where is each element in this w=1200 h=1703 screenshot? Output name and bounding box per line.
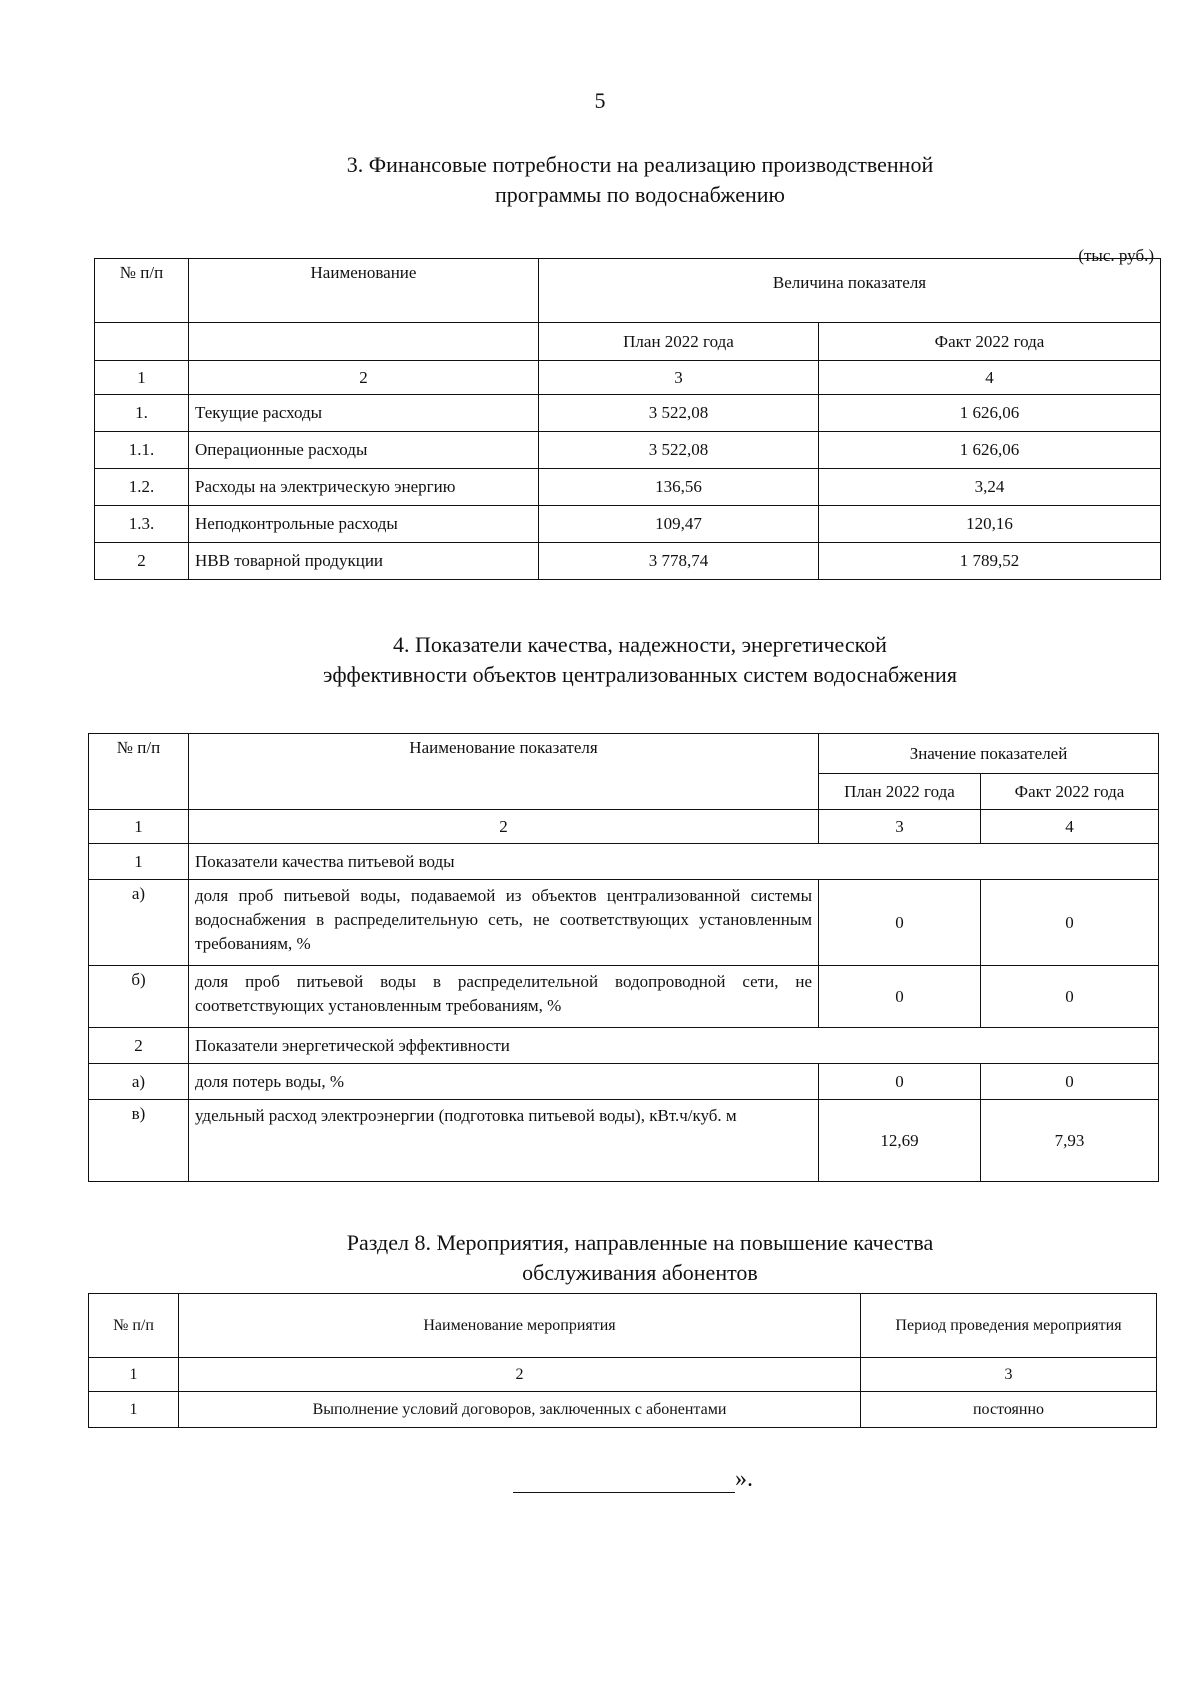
col-number: 3: [819, 810, 981, 844]
header-name: Наименование: [189, 259, 539, 323]
header-fact: Факт 2022 года: [981, 774, 1159, 810]
header-value: Значение показателей: [819, 734, 1159, 774]
table-row: а) доля проб питьевой воды, подаваемой из объектов централизованной системы водоснабжения в распределительную сеть, не соответствующих установленным требованиям, % 0 0: [89, 880, 1159, 966]
table-row: 2 НВВ товарной продукции 3 778,74 1 789,52: [95, 543, 1161, 580]
table-row: а) доля потерь воды, % 0 0: [89, 1064, 1159, 1100]
header-plan: План 2022 года: [539, 323, 819, 361]
col-number: 1: [95, 361, 189, 395]
table-row: б) доля проб питьевой воды в распределительной водопроводной сети, не соответствующих установленным требованиям, % 0 0: [89, 966, 1159, 1028]
col-number: 4: [981, 810, 1159, 844]
col-number: 2: [189, 361, 539, 395]
col-number: 3: [539, 361, 819, 395]
financial-needs-table: [94, 258, 1161, 580]
section3-title: 3. Финансовые потребности на реализацию производственной программы по водоснабжению: [346, 152, 934, 207]
table-row: 1 Выполнение условий договоров, заключенных с абонентами постоянно: [89, 1392, 1157, 1428]
table-row: 1.3. Неподконтрольные расходы 109,47 120,16: [95, 506, 1161, 543]
col-number: 1: [89, 1358, 179, 1392]
col-number: 2: [189, 810, 819, 844]
col-number: 4: [819, 361, 1161, 395]
group-row: 2 Показатели энергетической эффективности: [89, 1028, 1159, 1064]
header-num: № п/п: [89, 734, 189, 810]
group-row: 1 Показатели качества питьевой воды: [89, 844, 1159, 880]
header-num: № п/п: [95, 259, 189, 323]
quality-indicators-table: [88, 733, 1159, 1182]
measures-table: [88, 1293, 1157, 1428]
table-row: в) удельный расход электроэнергии (подготовка питьевой воды), кВт.ч/куб. м 12,69 7,93: [89, 1100, 1159, 1182]
header-value: Величина показателя: [539, 259, 1161, 323]
units-label: (тыс. руб.): [1078, 246, 1154, 265]
table-row: 1.2. Расходы на электрическую энергию 136,56 3,24: [95, 469, 1161, 506]
header-plan: План 2022 года: [819, 774, 981, 810]
closing-line: [513, 1466, 753, 1493]
table-row: 1. Текущие расходы 3 522,08 1 626,06: [95, 395, 1161, 432]
col-number: 2: [179, 1358, 861, 1392]
header-name: Наименование мероприятия: [179, 1294, 861, 1358]
col-number: 1: [89, 810, 189, 844]
header-num: № п/п: [89, 1294, 179, 1358]
header-fact: Факт 2022 года: [819, 323, 1161, 361]
blank-line: [513, 1470, 735, 1493]
header-period: Период проведения мероприятия: [861, 1294, 1157, 1358]
table-row: 1.1. Операционные расходы 3 522,08 1 626,06: [95, 432, 1161, 469]
section8-title: Раздел 8. Мероприятия, направленные на повышение качества обслуживания абонентов: [346, 1230, 934, 1285]
section4-title: 4. Показатели качества, надежности, энергетической эффективности объектов централизованных систем водоснабжения: [323, 632, 957, 687]
header-name: Наименование показателя: [189, 734, 819, 810]
page-number: 5: [594, 88, 606, 113]
closing-quote: ».: [735, 1466, 753, 1492]
col-number: 3: [861, 1358, 1157, 1392]
